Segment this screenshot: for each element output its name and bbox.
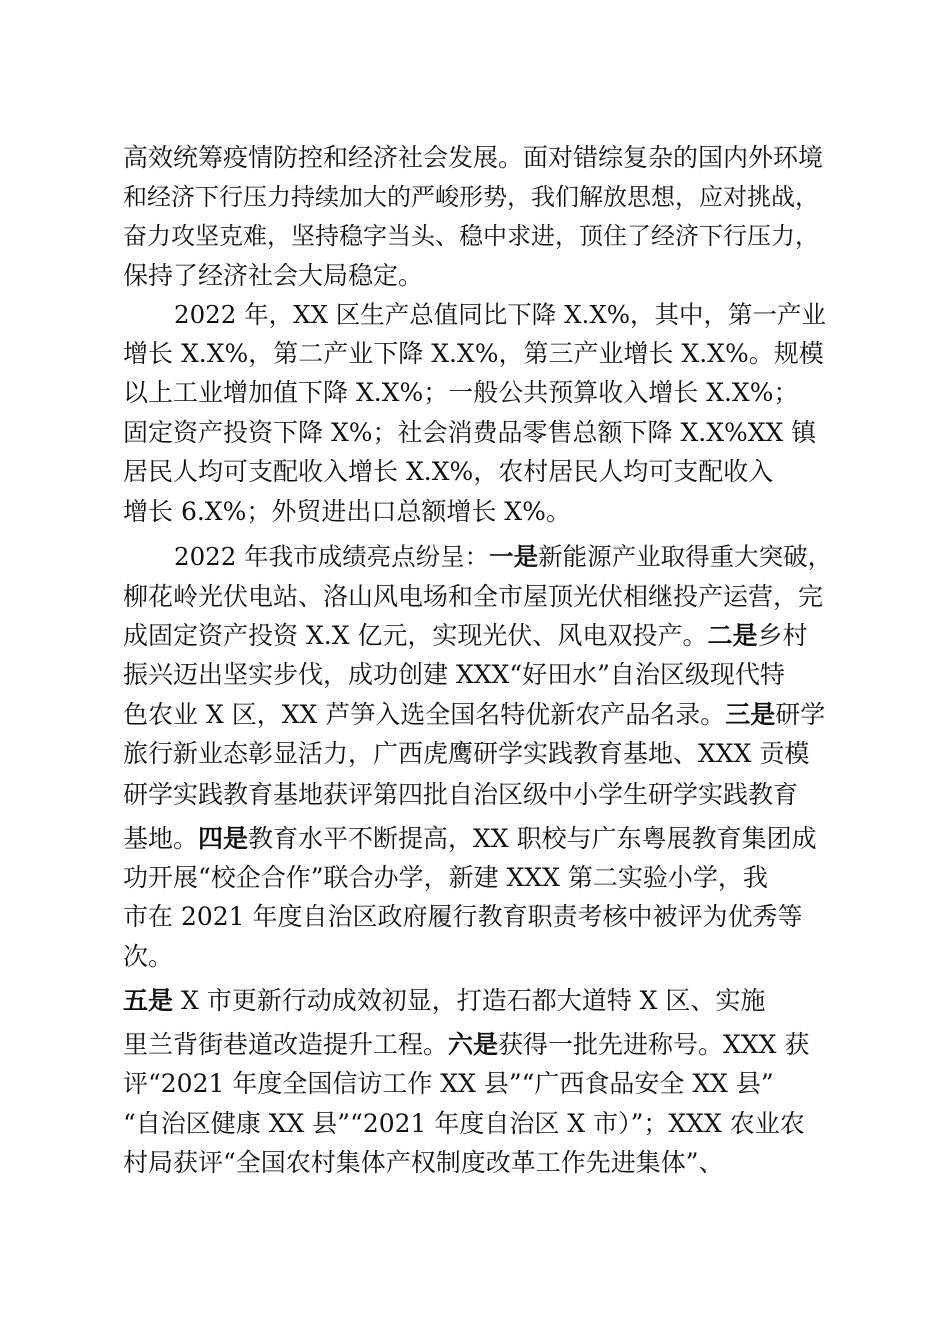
bold-marker: 三是 (725, 700, 776, 729)
text-line: 固定资产投资下降 X%；社会消费品零售总额下降 X.X%XX 镇 (123, 418, 817, 447)
text-line: 柳花岭光伏电站、洛山风电场和全市屋顶光伏相继投产运营，完 (123, 582, 824, 611)
bold-marker: 一是 (489, 542, 539, 571)
text-line: 和经济下行压力持续加大的严峻形势，我们解放思想，应对挑战， (123, 183, 819, 211)
text-line: 市在 2021 年度自治区政府履行教育职责考核中被评为优秀等 (123, 902, 803, 931)
text-line: 2022 年，XX 区生产总值同比下降 X.X%，其中，第一产业 (174, 300, 827, 329)
text-line: 增长 6.X%；外贸进出口总额增长 X%。 (123, 497, 571, 526)
text-line: 色农业 X 区，XX 芦笋入选全国名特优新农产品名录。三是研学 (123, 700, 826, 729)
text-line: 研学实践教育基地获评第四批自治区级中小学生研学实践教育 (123, 780, 799, 809)
text-line: 里兰背街巷道改造提升工程。六是获得一批先进称号。XXX 获 (123, 1030, 810, 1059)
text-line: 次。 (123, 942, 174, 971)
text-line: 成固定资产投资 X.X 亿元，实现光伏、风电双投产。二是乡村 (123, 621, 808, 650)
text-line: 保持了经济社会大局稳定。 (123, 261, 424, 290)
text-line: 评“2021 年度全国信访工作 XX 县”“广西食品安全 XX 县” (123, 1069, 774, 1098)
text-line: 村局获评“全国农村集体产权制度改革工作先进集体”、 (123, 1148, 724, 1177)
text-line: 2022 年我市成绩亮点纷呈：一是新能源产业取得重大突破， (174, 542, 833, 571)
text-line: 奋力攻坚克难，坚持稳字当头、稳中求进，顶住了经济下行压力， (123, 222, 819, 250)
text-line: “自治区健康 XX 县”“2021 年度自治区 X 市）”；XXX 农业农 (123, 1109, 805, 1138)
text-line: 居民人均可支配收入增长 X.X%，农村居民人均可支配收入 (123, 457, 774, 486)
text-line: 以上工业增加值下降 X.X%；一般公共预算收入增长 X.X%； (123, 378, 799, 407)
text-line: 基地。四是教育水平不断提高，XX 职校与广东粤展教育集团成 (123, 824, 817, 853)
bold-marker: 五是 (123, 986, 174, 1015)
bold-marker: 六是 (448, 1030, 499, 1059)
text-line: 旅行新业态彰显活力，广西虎鹰研学实践教育基地、XXX 贡模 (123, 739, 810, 768)
text-line: 高效统筹疫情防控和经济社会发展。面对错综复杂的国内外环境 (123, 143, 824, 172)
bold-marker: 二是 (707, 621, 758, 650)
text-line: 增长 X.X%，第二产业下降 X.X%，第三产业增长 X.X%。规模 (123, 339, 824, 368)
text-line: 功开展“校企合作”联合办学，新建 XXX 第二实验小学，我 (123, 863, 768, 892)
text-line: 振兴迈出坚实步伐，成功创建 XXX“好田水”自治区级现代特 (123, 660, 785, 689)
bold-marker: 四是 (198, 824, 249, 853)
text-line: 五是 X 市更新行动成效初显，打造石都大道特 X 区、实施 (123, 986, 766, 1015)
